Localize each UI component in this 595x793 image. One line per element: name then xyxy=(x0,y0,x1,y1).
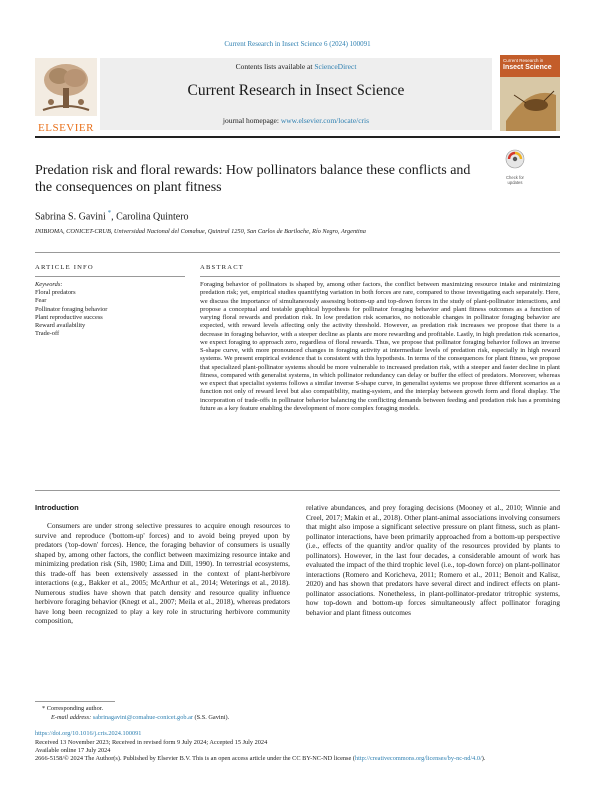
introduction-paragraph-right: relative abundances, and prey foraging decisions (Mooney et al., 2010; Winnie and Creel, 2017; Makin et al., 2018). Other plant-animal associations involving consumers that might also impose a significant selective pressure on plant fitness, such as plant-pollinator interactions, have been primarily approached from a bottom-up perspective (i.e., effects of the quantity and/or quality of the resources provided by plants to pollinators). However, in the last four decades, a considerable amount of work has evaluated the impact of the third trophic level (i.e., top-down force) on plant-pollinator interactions (Romero and Koricheva, 2011; Romero et al., 2011; Benoit and Kalisz, 2020) and has shown that predators have several direct and indirect effects on plant-pollinator associations. Nonetheless, in plant-pollinator-predator tritrophic systems, how top-down and bottom-up forces simultaneously affect pollinator foraging behavior and plant fitness outcomes xyxy=(306,503,560,617)
abstract-text: Foraging behavior of pollinators is shaped by, among other factors, the conflict between maximizing resource intake and minimizing predation risk; yet, empirical studies quantifying variation in both forces are rare, compared to those investigating each separately. Here, we discuss the importance of simultaneously assessing bottom-up and top-down forces in the study of plant-pollinator interactions, and propose a conceptual and testable graphical hypothesis for pollinator foraging behavior and plant fitness outcomes as a function of varying floral rewards and predation risk. In low predation risk scenarios, no noticeable changes in pollinator foraging behavior are expected, with reward levels affecting only the activity threshold. However, as predation risk increases we propose that there is a decrease in foraging behavior, with a steeper decline as plants are more rewarding and profitable. Lastly, in high predation risk scenarios, we expect foraging to approach zero, regardless of floral rewards. Thus, we propose that pollinator foraging behavior follows an inverse S-shape curve, with more pronounced changes in foraging activity at intermediate levels of predation risk, especially in high reward systems. We present empirical evidence that is consistent with this hypothesis. In terms of the consequences for plant fitness, we propose that specialized plant-pollinator systems should be more vulnerable to increased predation risk, with a steeper and faster decline in plant fitness, compared with generalist systems, in which pollinator redundancy can delay or buffer the effect of predators. Moreover, whereas we expect that specialist systems follows a similar inverse S-shape curve, in generalist systems we propose three different scenarios as a function not only of reward level but also compatibility, mating-system, and the interplay between growth form and floral display. The incorporation of trade-offs in pollinator behavior balancing the conflicting demands between feeding and predation risk has a promising future as a key feature enabling the development of more complex foraging models. xyxy=(200,281,560,412)
elsevier-tree-icon xyxy=(35,58,97,116)
sciencedirect-link[interactable]: ScienceDirect xyxy=(314,62,357,71)
author-separator: , xyxy=(111,211,117,223)
introduction-paragraph-left: Consumers are under strong selective pressures to acquire enough resources to survive and reproduce ('bottom-up' forces) and to avoid being preyed upon by predators ('top-down' forces). Hence, the foraging behavior of consumers is usually shaped by, among other factors, the conflict between maximizing resource intake and minimizing predation risk (Sih, 1980; Lima and Dill, 1990). In terrestrial ecosystems, this trade-off has been extensively assessed in the context of plant-herbivore interactions (e.g., Bakker et al., 2005; McArthur et al., 2014; Weterings et al., 2018). Numerous studies have shown that patch density and resource quality influence herbivore foraging behavior (Knegt et al., 2007; Meila et al., 2018), whereas predators have long been recognized to play a key role in structuring herbivore community composition, xyxy=(35,521,290,625)
journal-cover[interactable] xyxy=(500,55,560,131)
elsevier-logo[interactable] xyxy=(35,58,97,134)
cover-title-small: Current Research in xyxy=(503,58,544,63)
cover-title: Insect Science xyxy=(503,64,552,71)
abstract-rule xyxy=(200,276,560,277)
keyword-item: Pollinator foraging behavior xyxy=(35,305,108,313)
author-list xyxy=(35,209,189,222)
doi-link-text[interactable]: https://doi.org/10.1016/j.cris.2024.100091 xyxy=(35,730,142,737)
footnote-divider xyxy=(35,701,115,702)
available-online-date: Available online 17 July 2024 xyxy=(35,747,111,754)
license-suffix: ). xyxy=(481,755,486,762)
journal-reference[interactable]: Current Research in Insect Science 6 (2024) 100091 xyxy=(224,40,371,48)
keywords-list xyxy=(35,289,107,339)
email-link[interactable]: sabrinagavini@comahue-conicet.gob.ar xyxy=(92,714,193,721)
elsevier-wordmark: ELSEVIER xyxy=(38,122,94,134)
keyword-item: Floral predators xyxy=(35,289,76,296)
journal-homepage xyxy=(100,116,492,125)
keyword-item: Fear xyxy=(35,297,47,305)
doi-link[interactable] xyxy=(35,730,560,738)
check-for-updates-badge[interactable] xyxy=(500,148,530,185)
article-title: Predation risk and floral rewards: How pollinators balance these conflicts and the consequences on plant fitness xyxy=(35,163,471,195)
author-affiliation: INIBIOMA, CONICET-CRUB, Universidad Nacional del Comahue, Quintral 1250, San Carlos de Bariloche, Río Negro, Argentina xyxy=(35,228,366,235)
contents-prefix: Contents lists available at xyxy=(235,62,315,71)
author-name[interactable]: Carolina Quintero xyxy=(116,211,189,223)
email-label: E-mail address: xyxy=(51,714,93,721)
corresponding-author-note: * Corresponding author. xyxy=(42,705,104,712)
license-prefix: 2666-5158/© 2024 The Author(s). Published by Elsevier B.V. This is an open access article under the CC BY-NC-ND license ( xyxy=(35,755,355,762)
article-info-heading: ARTICLE INFO xyxy=(35,264,94,271)
contents-line xyxy=(100,62,492,71)
check-for-updates-icon xyxy=(500,148,530,170)
author-name[interactable]: Sabrina S. Gavini xyxy=(35,211,106,223)
affiliation-divider xyxy=(35,252,560,253)
received-dates: Received 13 November 2023; Received in revised form 9 July 2024; Accepted 15 July 2024 xyxy=(35,739,268,746)
email-suffix: (S.S. Gavini). xyxy=(192,714,230,721)
keywords-label: Keywords: xyxy=(35,281,63,288)
homepage-link[interactable]: www.elsevier.com/locate/cris xyxy=(280,116,370,125)
abstract-bottom-divider xyxy=(35,490,560,491)
homepage-prefix: journal homepage: xyxy=(222,116,281,125)
keyword-item: Plant reproductive success xyxy=(35,313,103,321)
keyword-item: Reward availability xyxy=(35,322,86,330)
header-divider xyxy=(35,136,560,138)
email-note xyxy=(51,714,229,721)
license-link[interactable]: http://creativecommons.org/licenses/by-nc-nd/4.0/ xyxy=(354,755,482,762)
introduction-heading: Introduction xyxy=(35,503,79,512)
keyword-item: Trade-off xyxy=(35,330,60,338)
article-info-rule xyxy=(35,276,185,277)
license-statement xyxy=(35,755,560,763)
corresponding-author-mark[interactable]: * xyxy=(105,209,112,217)
check-for-updates-label: Check for updates xyxy=(506,175,524,185)
journal-title[interactable]: Current Research in Insect Science xyxy=(187,82,405,99)
abstract-heading: ABSTRACT xyxy=(200,264,245,271)
